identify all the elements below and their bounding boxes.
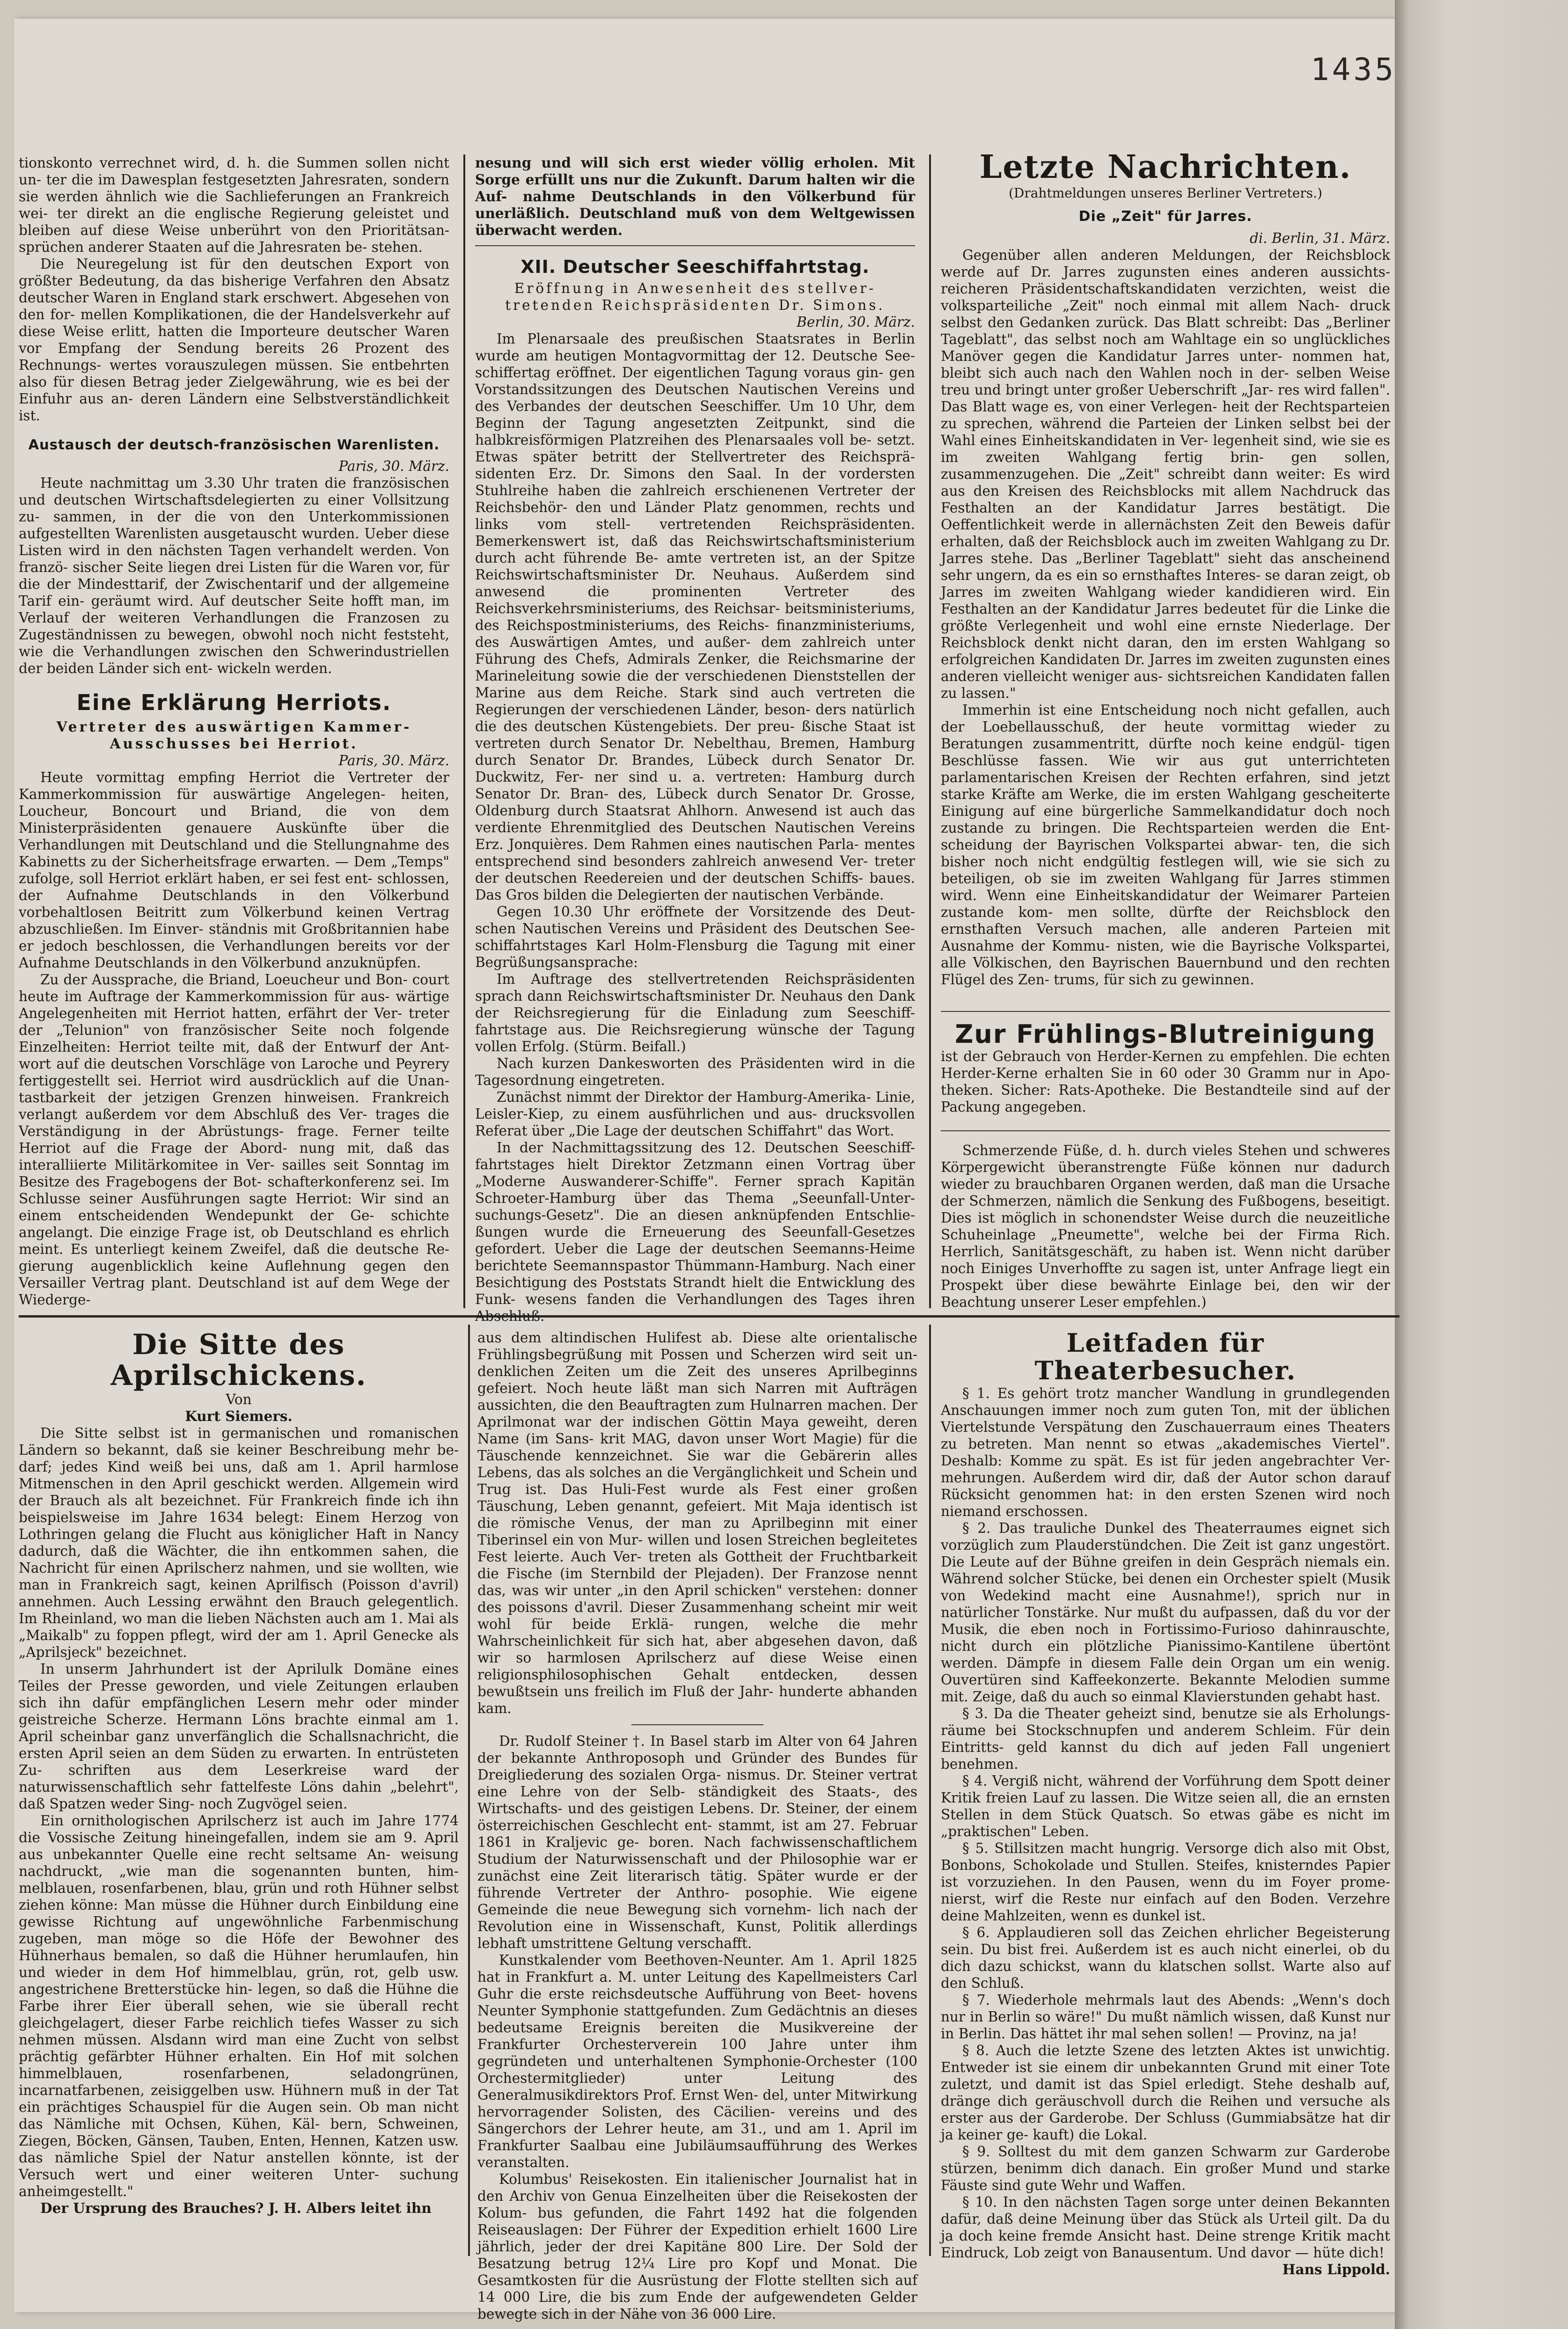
- article-text: Kolumbus' Reisekosten. Ein italienischer Journalist hat in den Archiv von Genua Einzelheiten über die Reisekosten der Kolum- bus gefunden, die Fahrt 1492 hat die folgenden Reiseauslagen: Der Führer der Expedition erhielt 1600 Lire jährlich, jeder der drei Kapitäne 800 Lire. Der Sold der Besatzung betrug 12¼ Lire pro Kopf und Monat. Die Gesamtkosten für die Ausrüstung der Flotte stellten sich auf 14 000 Lire, die bis zum Ende der aufgewendeten Gelder bewegte sich in der Nähe von 36 000 Lire.: [477, 2171, 917, 2322]
- article-text: Zu der Aussprache, die Briand, Loeucheur und Bon- court heute im Auftrage der Kammerkommission für aus- wärtige Angelegenheiten mit Herriot hatten, erfährt der Ver- treter der „Telunion" von französischer Seite noch folgende Einzelheiten: Herriot teilte mit, daß der Entwurf der Ant- wort auf die deutschen Vorschläge von Laroche und Peyrery fertiggestellt sei. Herriot wird ausdrücklich auf die Unan- tastbarkeit der jetzigen Grenzen hinweisen. Frankreich verlangt außerdem vor dem Abschluß des Ver- trages die Verständigung in der Abrüstungs- frage. Ferner teilte Herriot auf die Frage der Abord- nung mit, daß das interalliierte Militärkomitee in Ver- sailles seit Sonntag im Besitze des Fragebogens der Bot- schafterkonferenz sei. Im Schlusse seiner Ausführungen sagte Herriot: Wir sind an einem entscheidenden Wendepunkt der Ge- schichte angelangt. Die einzige Frage ist, ob Deutschland es ehrlich meint. Es unterliegt keinem Zweifel, daß die deutsche Re- gierung augenblicklich keine Auflehnung gegen den Versailler Vertrag plant. Deutschland ist auf dem Wege der Wiederge-: [19, 971, 449, 1308]
- feuilleton-column-1: [19, 1329, 459, 2256]
- article-headline: Austausch der deutsch-französischen Warenlisten.: [28, 437, 440, 453]
- article-text: Gegenüber allen anderen Meldungen, der Reichsblock werde auf Dr. Jarres zugunsten eines anderen aussichts- reicheren Präsidentschaftskandidaten verzichten, weist die volksparteiliche „Zeit" noch einmal mit allem Nach- druck selbst den Gedanken zurück. Das Blatt schreibt: Das „Berliner Tageblatt", das selbst noch am Wahltage ein so unglückliches Manöver gegen die Kandidatur Jarres unter- nommen hat, bleibt sich auch nach den Wahlen noch in der- selben Weise treu und bringt unter großer Ueberschrift „Jar- res wird fallen". Das Blatt wage es, von einer Verlegen- heit der Rechtsparteien zu sprechen, während die Parteien der Linken selbst bei der Wahl eines Einheitskandidaten in Ver- legenheit sind, wie sie es im zweiten Wahlgang fertig brin- gen sollen, zusammenzugehen. Die „Zeit" schreibt dann weiter: Es wird aus den Kreisen des Reichsblocks mit allem Nachdruck das Festhalten an der Kandidatur Jarres bestätigt. Die Oeffentlichkeit werde in allernächsten Zeit den Beweis dafür erhalten, daß der Reichsblock auch im zweiten Wahlgang zu Dr. Jarres stehe. Das „Berliner Tageblatt" sieht das anscheinend sehr ungern, da es ein so ernsthaftes Interes- se daran zeigt, ob Jarres im zweiten Wahlgang wieder kandidieren wird. Ein Festhalten an der Kandidatur Jarres bedeutet für die Linke die größte Verlegenheit und wohl eine ernste Niederlage. Der Reichsblock denkt nicht daran, den im ersten Wahlgang so erfolgreichen Kandidaten Dr. Jarres im zweiten zugunsten eines anderen vielleicht weniger aus- sichtsreichen Kandidaten fallen zu lassen.": [941, 247, 1390, 701]
- divider: [475, 245, 915, 246]
- article-text: In unserm Jahrhundert ist der Aprilulk Domäne eines Teiles der Presse geworden, und viele Zeitungen erlauben sich ihn dafür empfänglichen Lesern mehr oder minder geistreiche Scherze. Hermann Löns brachte einmal am 1. April scheinbar ganz unverfänglich die Schallsnachricht, die ersten April seien an dem Süden zu erwarten. In entrüsteten Zu- schriften aus dem Leserkreise ward der naturwissenschaftlich sehr fattelfeste Löns dahin „belehrt", daß Spatzen weder Sing- noch Zugvögel seien.: [19, 1661, 459, 1812]
- ad-text: ist der Gebrauch von Herder-Kernen zu empfehlen. Die echten Herder-Kerne erhalten Sie in 60 oder 30 Gramm nur in Apo- theken. Sicher: Rats-Apotheke. Die Bestandteile sind auf der Packung angegeben.: [941, 1048, 1390, 1115]
- section-title: Letzte Nachrichten.: [979, 148, 1352, 186]
- article-text: In der Nachmittagssitzung des 12. Deutschen Seeschiff- fahrtstages hielt Direktor Zetzmann einen Vortrag über „Moderne Auswanderer-Schiffe". Ferner sprach Kapitän Schroeter-Hamburg über das Thema „Seeunfall-Unter- suchungs-Gesetz". Die an diesen anknüpfenden Entschlie- ßungen wurde die Erneuerung des Seeunfall-Gesetzes gefordert. Ueber die Lage der deutschen Seemanns-Heime berichtete Seemannspastor Thümmann-Hamburg. Nach einer Besichtigung des Poststats Strandt hielt die Entwicklung des Funk- wesens fanden die Verhandlungen des Tages ihren Abschluß.: [475, 1140, 915, 1324]
- article-text: Dr. Rudolf Steiner †. In Basel starb im Alter von 64 Jahren der bekannte Anthroposoph und Gründer des Bundes für Dreigliederung des sozialen Orga- nismus. Dr. Steiner vertrat eine Lehre von der Selb- ständigkeit des Staats-, des Wirtschafts- und des geistigen Lebens. Dr. Steiner, der einem österreichischen Geschlecht ent- stammt, ist am 27. Februar 1861 in Kraljevic ge- boren. Nach fachwissenschaftlichem Studium der Naturwissenschaft und der Philosophie war er zunächst eine Zeit literarisch tätig. Später wurde er der führende Vertreter der Anthro- posophie. Wie eigene Gemeinde die neue Bewegung sich vornehm- lich nach der Revolution eine in Wissenschaft, Kunst, Politik allerdings lebhaft umstrittene Geltung verschafft.: [477, 1733, 917, 1951]
- column-rule: [929, 154, 931, 1308]
- article-text: § 1. Es gehört trotz mancher Wandlung in grundlegenden Anschauungen immer noch zum guten Ton, mit der üblichen Viertelstunde Verspätung den Zuschauerraum eines Theaters zu betreten. Man nennt so etwas „akademisches Viertel". Deshalb: Komme zu spät. Es ist für jeden angebrachter Ver- mehrungen. Außerdem wird dir, daß der Autor schon darauf Rücksicht genommen hat: in den ersten Szenen wird noch niemand erschossen.: [941, 1385, 1390, 1519]
- column-3: [941, 150, 1390, 992]
- article-text: Zunächst nimmt der Direktor der Hamburg-Amerika- Linie, Leisler-Kiep, zu einem ausführlichen und aus- drucksvollen Referat über „Die Lage der deutschen Schiffahrt" das Wort.: [475, 1089, 915, 1139]
- signature: Hans Lippold.: [1282, 2261, 1390, 2278]
- article-text: Im Plenarsaale des preußischen Staatsrates in Berlin wurde am heutigen Montagvormittag der 12. Deutsche See- schiffertag eröffnet. Der eigentlichen Tagung voraus gin- gen Vorstandssitzungen des Deutschen Nautischen Vereins und des Verbandes der deutschen Seeschiffer. Um 10 Uhr, dem Beginn der Tagung angesetzten Zeitpunkt, sind die halbkreisförmigen Platzreihen des Plenarsaales voll be- setzt. Etwas später betritt der Stellvertreter des Reichsprä- sidenten Erz. Dr. Simons den Saal. In der vordersten Stuhlreihe haben die zahlreich erschienenen Vertreter der Reichsbehör- den und Länder Platz genommen, rechts und links vom stell- vertretenden Reichspräsidenten. Bemerkenswert ist, daß das Reichswirtschaftsministerium durch acht führende Be- amte vertreten ist, an der Spitze Reichswirtschaftsminister Dr. Neuhaus. Außerdem sind anwesend die prominenten Vertreter des Reichsverkehrsministeriums, des Reichsar- beitsministeriums, des Reichspostministeriums, des Reichs- finanzministeriums, des Auswärtigen Amtes, und außer- dem zahlreich unter Führung des Chefs, Admirals Zenker, die Reichsmarine der Marineleitung sowie die der verschiedenen Dienststellen der Marine aus dem Reiche. Stark sind auch vertreten die Regierungen der verschiedenen Länder, beson- ders natürlich die des deutschen Küstengebiets. Der preu- ßische Staat ist vertreten durch Senator Dr. Nebelthau, Bremen, Hamburg durch Senator Dr. Brandes, Lübeck durch Senator Dr. Duckwitz, Fer- ner sind u. a. vertreten: Hamburg durch Senator Dr. Bran- des, Lübeck durch Senator Dr. Grosse, Oldenburg durch Staatsrat Ahlhorn. Anwesend ist auch das verdiente Ehrenmitglied des Deutschen Nautischen Vereins Erz. Jonquières. Dem Rahmen eines nautischen Parla- mentes entsprechend sind besonders zahlreich anwesend Ver- treter der deutschen Reedereien und der deutschen Schiffs- baues. Das Gros bilden die Delegierten der nautischen Verbände.: [475, 331, 915, 903]
- advertisement-pneumette: [941, 1142, 1390, 1310]
- ad-text: Schmerzende Füße, d. h. durch vieles Stehen und schweres Körpergewicht überanstrengte Füße können nur dadurch wieder zu brauchbaren Organen werden, daß man die Ursache der Schmerzen, nämlich die Senkung des Fußbogens, beseitigt. Dies ist möglich in schonendster Weise durch die neuzeitliche Schuheinlage „Pneumette", welche bei der Firma Rich. Herrlich, Sanitätsgeschäft, zu haben ist. Wenn nicht darüber noch Einiges Unverhoffte zu sagen ist, unter Anfrage liegt ein Prospekt über diese bewährte Einlage bei, den wir der Beachtung unserer Leser empfehlen.): [941, 1143, 1390, 1310]
- dateline: Paris, 30. März.: [338, 752, 449, 769]
- article-text: § 5. Stillsitzen macht hungrig. Versorge dich also mit Obst, Bonbons, Schokolade und Stullen. Steifes, knisterndes Papier ist vorzuziehen. In den Pausen, wenn du im Foyer prome- nierst, wirf die Reste nur einfach auf den Boden. Verzehre deine Mahlzeiten, wenn es dunkel ist.: [941, 1840, 1390, 1924]
- column-1: [19, 154, 449, 1311]
- feuilleton-column-2: [477, 1329, 917, 2322]
- article-text: § 8. Auch die letzte Szene des letzten Aktes ist unwichtig. Entweder ist sie einem dir unbekannten Grund mit einer Tote zuletzt, und damit ist das Spiel erledigt. Stehe deshalb auf, dränge dich geräuschvoll durch die Reihen und versuche als erster aus der Garderobe. Der Schluss (Gummiabsätze hat dir ja keiner ge- kauft) die Lokal.: [941, 2042, 1390, 2143]
- column-2: [475, 154, 915, 1324]
- theater-title: Leitfaden für Theaterbesucher.: [1034, 1328, 1297, 1386]
- article-subhead: Eröffnung in Anwesenheit des stellver- tretenden Reichspräsidenten Dr. Simons.: [505, 280, 885, 313]
- article-text: Heute nachmittag um 3.30 Uhr traten die französischen und deutschen Wirtschaftsdelegierten zu einer Vollsitzung zu- sammen, in der die von den Unterkommissionen aufgestellten Warenlisten ausgetauscht wurden. Ueber diese Listen wird in den nächsten Tagen verhandelt werden. Von franzö- sischer Seite liegen drei Listen für die Waren vor, für die der Mindesttarif, der Zwischentarif und der allgemeine Tarif ein- geräumt wird. Auf deutscher Seite hofft man, im Verlauf der weiteren Verhandlungen die Franzosen zu Zugeständnissen zu bewegen, obwohl noch nicht feststeht, wie die Verhandlungen zwischen den Schwerindustriellen der beiden Länder sich ent- wickeln werden.: [19, 475, 449, 676]
- theater-column: [941, 1328, 1390, 2278]
- column-rule: [463, 154, 465, 1308]
- article-text: Ein ornithologischen Aprilscherz ist auch im Jahre 1774 die Vossische Zeitung hineingefallen, indem sie am 9. April aus unbekannter Quelle eine recht seltsame An- weisung nachdruckt, „wie man die sogenannten bunten, him- melblauen, rosenfarbenen, blau, grün und roth Hühner selbst ziehen könne: Man müsse die Hühner durch Einbildung eine gewisse Richtung auf ungewöhnliche Farbenmischung zugeben, man möge so die Höfe der Bewohner des Hühnerhaus bemalen, so daß die Hühner herumlaufen, hin und wieder in dem Hof himmelblau, grün, rot, gelb usw. angestrichene Bretterstücke hin- legen, so daß die Hühne die Farbe ihrer Eier überall sehen, wie sie überall recht gleichgelagert, dieser Farbe reichlich tiefes Wasser zu sich nehmen müssen. Alsdann wird man eine Zucht von selbst prächtig gefärbter Hühner erhalten. Ein Hof mit solchen himmelblauen, rosenfarbenen, seladongrünen, incarnatfarbenen, zeisiggelben usw. Hühnern muß in der Tat ein prächtiges Schauspiel für die Augen sein. Ob man nicht das Nämliche mit Ochsen, Kühen, Käl- bern, Schweinen, Ziegen, Böcken, Gänsen, Tauben, Enten, Hennen, Katzen usw. das nämliche Spiel der Natur anstellen könnte, ist der Versuch wert und einer weiteren Unter- suchung anheimgestellt.": [19, 1813, 459, 2199]
- article-text: § 2. Das trauliche Dunkel des Theaterraumes eignet sich vorzüglich zum Plauderstündchen. Die Zeit ist ganz ungestört. Die Leute auf der Bühne greifen in dein Gespräch niemals ein. Während solcher Stücke, bei denen ein Orchester spielt (Musik von Wedekind macht eine Ausnahme!), sprich nur in natürlicher Tonstärke. Nur mußt du aufpassen, daß du vor der Musik, die eben noch in Fortissimo-Furioso dahinrauschte, nicht durch ein plötzliche Pianissimo-Kantilene übertönt werden. Dämpfe in diesem Falle dein Organ um ein wenig. Ouvertüren sind Kaffeekonzerte. Bekannte Melodien summe mit. Zeige, daß du auch so einmal Klavierstunden gehabt hast.: [941, 1520, 1390, 1705]
- dateline: di. Berlin, 31. März.: [1249, 230, 1390, 246]
- article-text: § 9. Solltest du mit dem ganzen Schwarm zur Garderobe stürzen, benimm dich danach. Ein großer Mund und starke Fäuste sind gute Wehr und Waffen.: [941, 2143, 1390, 2193]
- dateline: Berlin, 30. März.: [797, 314, 915, 330]
- article-text: § 10. In den nächsten Tagen sorge unter deinen Bekannten dafür, daß deine Meinung über das Stück als Urteil gilt. Da du ja doch keine fremde Ansicht hast. Deine strenge Kritik macht Eindruck, Lob zeigt von Banausentum. Und davor — hüte dich!: [941, 2194, 1390, 2261]
- article-text: Heute vormittag empfing Herriot die Vertreter der Kammerkommission für auswärtige Angelegen- heiten, Loucheur, Boncourt und Briand, die von dem Ministerpräsidenten genauere Auskünfte über die Verhandlungen mit Deutschland und die Stellungnahme des Kabinetts zu der Sicherheitsfrage erwarten. — Dem „Temps" zufolge, soll Herriot erklärt haben, er sei fest ent- schlossen, der Aufnahme Deutschlands in den Völkerbund vorbehaltlosen Beitritt zum Völkerbund keinen Vertrag abzuschließen. Im Einver- ständnis mit Großbritannien habe er jedoch beschlossen, die Verhandlungen bereits vor der Aufnahme Deutschlands in den Völkerbund anzuknüpfen.: [19, 769, 449, 971]
- page-edge: [1395, 0, 1568, 2329]
- article-text: Kunstkalender vom Beethoven-Neunter. Am 1. April 1825 hat in Frankfurt a. M. unter Leitung des Kapellmeisters Carl Guhr die erste reichsdeutsche Aufführung von Beet- hovens Neunter Symphonie stattgefunden. Zum Gedächtnis an dieses bedeutsame Ereignis bereiten die Musikvereine der Frankfurter Orchesterverein 100 Jahre unter ihm gegründeten und unterhaltenen Symphonie-Orchester (100 Orchestermitglieder) unter Leitung des Generalmusikdirektors Prof. Ernst Wen- del, unter Mitwirkung hervorragender Solisten, des Cäcilien- vereins und des Sängerchors der Lehrer heute, am 31., und am 1. April im Frankfurter Saalbau eine Jubiläumsaufführung des Werkes veranstalten.: [477, 1952, 917, 2170]
- article-headline: Die „Zeit" für Jarres.: [1078, 208, 1253, 225]
- article-subhead: Vertreter des auswärtigen Kammer- Ausschusses bei Herriot.: [56, 718, 412, 752]
- byline-von: Von: [226, 1392, 252, 1407]
- dateline: Paris, 30. März.: [338, 458, 449, 474]
- article-text: aus dem altindischen Hulifest ab. Diese alte orientalische Frühlingsbegrüßung mit Possen und Scherzen wird seit un- denklichen Zeiten um die Zeit des unseres Aprilbeginns gefeiert. Noch heute läßt man sich Narren mit Aufträgen aussichten, die den Beauftragten zum Hulnarren machen. Der Aprilmonat war der indischen Göttin Maya geweiht, deren Name (im Sans- krit MAG, davon unser Wort Magie) für die Täuschende kennzeichnet. Sie war die Gebärerin alles Lebens, das als solches an die Vergänglichkeit und Schein und Trug ist. Das Huli-Fest wurde als Fest einer großen Täuschung, Leben genannt, gefeiert. Mit Maja identisch ist die römische Venus, der man zu Aprilbeginn mit einer Tiberinsel ein von Mur- willen und losen Streichen begleitetes Fest leierte. Auch Ver- treten als Gottheit der Fruchtbarkeit die Fische (im Sternbild der Plejaden). Der Franzose nennt das, was wir unter „in den April schicken" verstehen: donner des poissons d'avril. Dieser Zusammenhang scheint mir weit wohl für beide Erklä- rungen, welche die mehr Wahrscheinlichkeit für sich hat, aber abgesehen davon, daß wir so harmlosen Aprilscherz auf diese Weise einen religionsphilosophischen Gehalt entdecken, dessen bewußtsein uns freilich im Fluß der Jahr- hunderte abhanden kam.: [477, 1330, 917, 1716]
- article-text: Nach kurzen Dankesworten des Präsidenten wird in die Tagesordnung eingetreten.: [475, 1055, 915, 1088]
- byline-author: Kurt Siemers.: [185, 1408, 293, 1424]
- ad-title: Zur Frühlings-Blutreinigung: [955, 1019, 1376, 1049]
- article-headline: XII. Deutscher Seeschiffahrtstag.: [520, 256, 870, 277]
- article-text: tionskonto verrechnet wird, d. h. die Summen sollen nicht un- ter die im Dawesplan festgesetzten Jahresraten, sondern sie werden ähnlich wie die Sachlieferungen an Frankreich wei- ter direkt an die englische Regierung geleistet und bleiben auf diese Weise unberührt von den Prioritätsan- sprüchen anderer Staaten auf die Jahresraten be- stehen.: [19, 155, 449, 255]
- article-text: § 7. Wiederhole mehrmals laut des Abends: „Wenn's doch nur in Berlin so wäre!" Du mußt nämlich wissen, daß Kunst nur in Berlin. Das hättet ihr mal sehen sollen! — Provinz, na ja!: [941, 1992, 1390, 2042]
- article-text: Die Sitte selbst ist in germanischen und romanischen Ländern so bekannt, daß sie keiner Beschreibung mehr be- darf; jedes Kind weiß bei uns, daß am 1. April harmlose Mitmenschen in den April geschickt werden. Allgemein wird der Brauch als alt bezeichnet. Für Frankreich finde ich ihn beispielsweise im Jahre 1634 belegt: Einem Herzog von Lothringen gelang die Flucht aus königlicher Haft in Nancy dadurch, daß die Wächter, die ihn entkommen sahen, die Nachricht für einen Aprilscherz nahmen, und sie wollten, wie man in Frankreich sagt, keinen Aprilfisch (Poisson d'avril) annehmen. Auch Lessing erwähnt den Brauch gelegentlich. Im Rheinland, wo man die lieben Nächsten auch am 1. Mai als „Maikalb" zu foppen pflegt, wird der am 1. April Genecke als „Aprilsjeck" bezeichnet.: [19, 1425, 459, 1660]
- divider: [631, 1724, 763, 1725]
- article-text: nesung und will sich erst wieder völlig erholen. Mit Sorge erfüllt uns nur die Zukunft. Darum halten wir die Auf- nahme Deutschlands in den Völkerbund für unerläßlich. Deutschland muß von dem Weltgewissen überwacht werden.: [475, 154, 915, 238]
- article-text: § 4. Vergiß nicht, während der Vorführung dem Spott deiner Kritik freien Lauf zu lassen. Die Witze seien all, die an ernsten Stellen in dem Stück Quatsch. So etwas gäbe es nicht im „praktischen" Leben.: [941, 1772, 1390, 1839]
- article-text: Immerhin ist eine Entscheidung noch nicht gefallen, auch der Loebellausschuß, der heute vormittag wieder zu Beratungen zusammentritt, dürfte noch keine endgül- tigen Beschlüsse fassen. Wie wir aus gut unterrichteten parlamentarischen Kreisen der Rechten erfahren, sind jetzt starke Kräfte am Werke, die im ersten Wahlgang gescheiterte Einigung auf eine bürgerliche Sammelkandidatur doch noch zustande zu bringen. Die Rechtsparteien werden die Ent- scheidung der Bayrischen Volkspartei abwar- ten, die sich bisher noch nicht endgültig festlegen will, wie sie sich zu beteiligen, ob sie im zweiten Wahlgang für Jarres stimmen wird. Wenn eine Einheitskandidatur der Weimarer Parteien zustande kom- men sollte, dürfte der Reichsblock den ernsthaften Versuch machen, alle anderen Parteien mit Ausnahme der Kommu- nisten, wie die Bayrische Volkspartei, alle Völkischen, den Bayrischen Bauernbund und den rechten Flügel des Zen- trums, für sich zu gewinnen.: [941, 702, 1390, 988]
- section-subtitle: (Drahtmeldungen unseres Berliner Vertreters.): [1008, 185, 1322, 201]
- column-rule: [929, 1325, 931, 2256]
- advertisement-herder: [941, 1020, 1390, 1123]
- article-text: § 3. Da die Theater geheizt sind, benutze sie als Erholungs- räume bei Stockschnupfen und anderem Schleim. Für dein Eintritts- geld kannst du dich auf jeden Fall ungeniert benehmen.: [941, 1705, 1390, 1772]
- column-rule: [468, 1325, 470, 2256]
- article-text: § 6. Applaudieren soll das Zeichen ehrlicher Begeisterung sein. Du bist frei. Außerdem ist es auch nicht einerlei, ob du dich dazu schickst, wann du klatschen sollst. Warte also auf den Schluß.: [941, 1924, 1390, 1991]
- divider: [941, 1011, 1390, 1012]
- article-text: Die Neuregelung ist für den deutschen Export von größter Bedeutung, da das bisherige Verfahren den Absatz deutscher Waren in England stark erschwert. Abgesehen von den for- mellen Komplikationen, die der Handelsverkehr auf diese Weise erlitt, hatten die Importeure deutscher Waren vor Empfang der Sendung bereits 26 Prozent des Rechnungs- wertes vorauszulegen müssen. Sie entbehrten also für diesen Betrag jeder Zielgewährung, wie es bei der Einfuhr aus an- deren Ländern eine Selbstverständlichkeit ist.: [19, 256, 449, 424]
- feuilleton-title: Die Sitte des Aprilschickens.: [110, 1328, 367, 1392]
- article-text: Der Ursprung des Brauches? J. H. Albers leitet ihn: [40, 2200, 432, 2216]
- article-headline: Eine Erklärung Herriots.: [76, 690, 392, 715]
- article-text: Im Auftrage des stellvertretenden Reichspräsidenten sprach dann Reichswirtschaftsminister Dr. Neuhaus den Dank der Reichsregierung für die Einladung zum Seeschiff- fahrtstage aus. Die Reichsregierung wünsche der Tagung vollen Erfolg. (Stürm. Beifall.): [475, 971, 915, 1055]
- page-number: 1435: [1311, 51, 1396, 88]
- article-text: Gegen 10.30 Uhr eröffnete der Vorsitzende des Deut- schen Nautischen Vereins und Präsident des Deutschen See- schiffahrtstages Karl Holm-Flensburg die Tagung mit einer Begrüßungsansprache:: [475, 904, 915, 970]
- divider: [941, 1130, 1390, 1131]
